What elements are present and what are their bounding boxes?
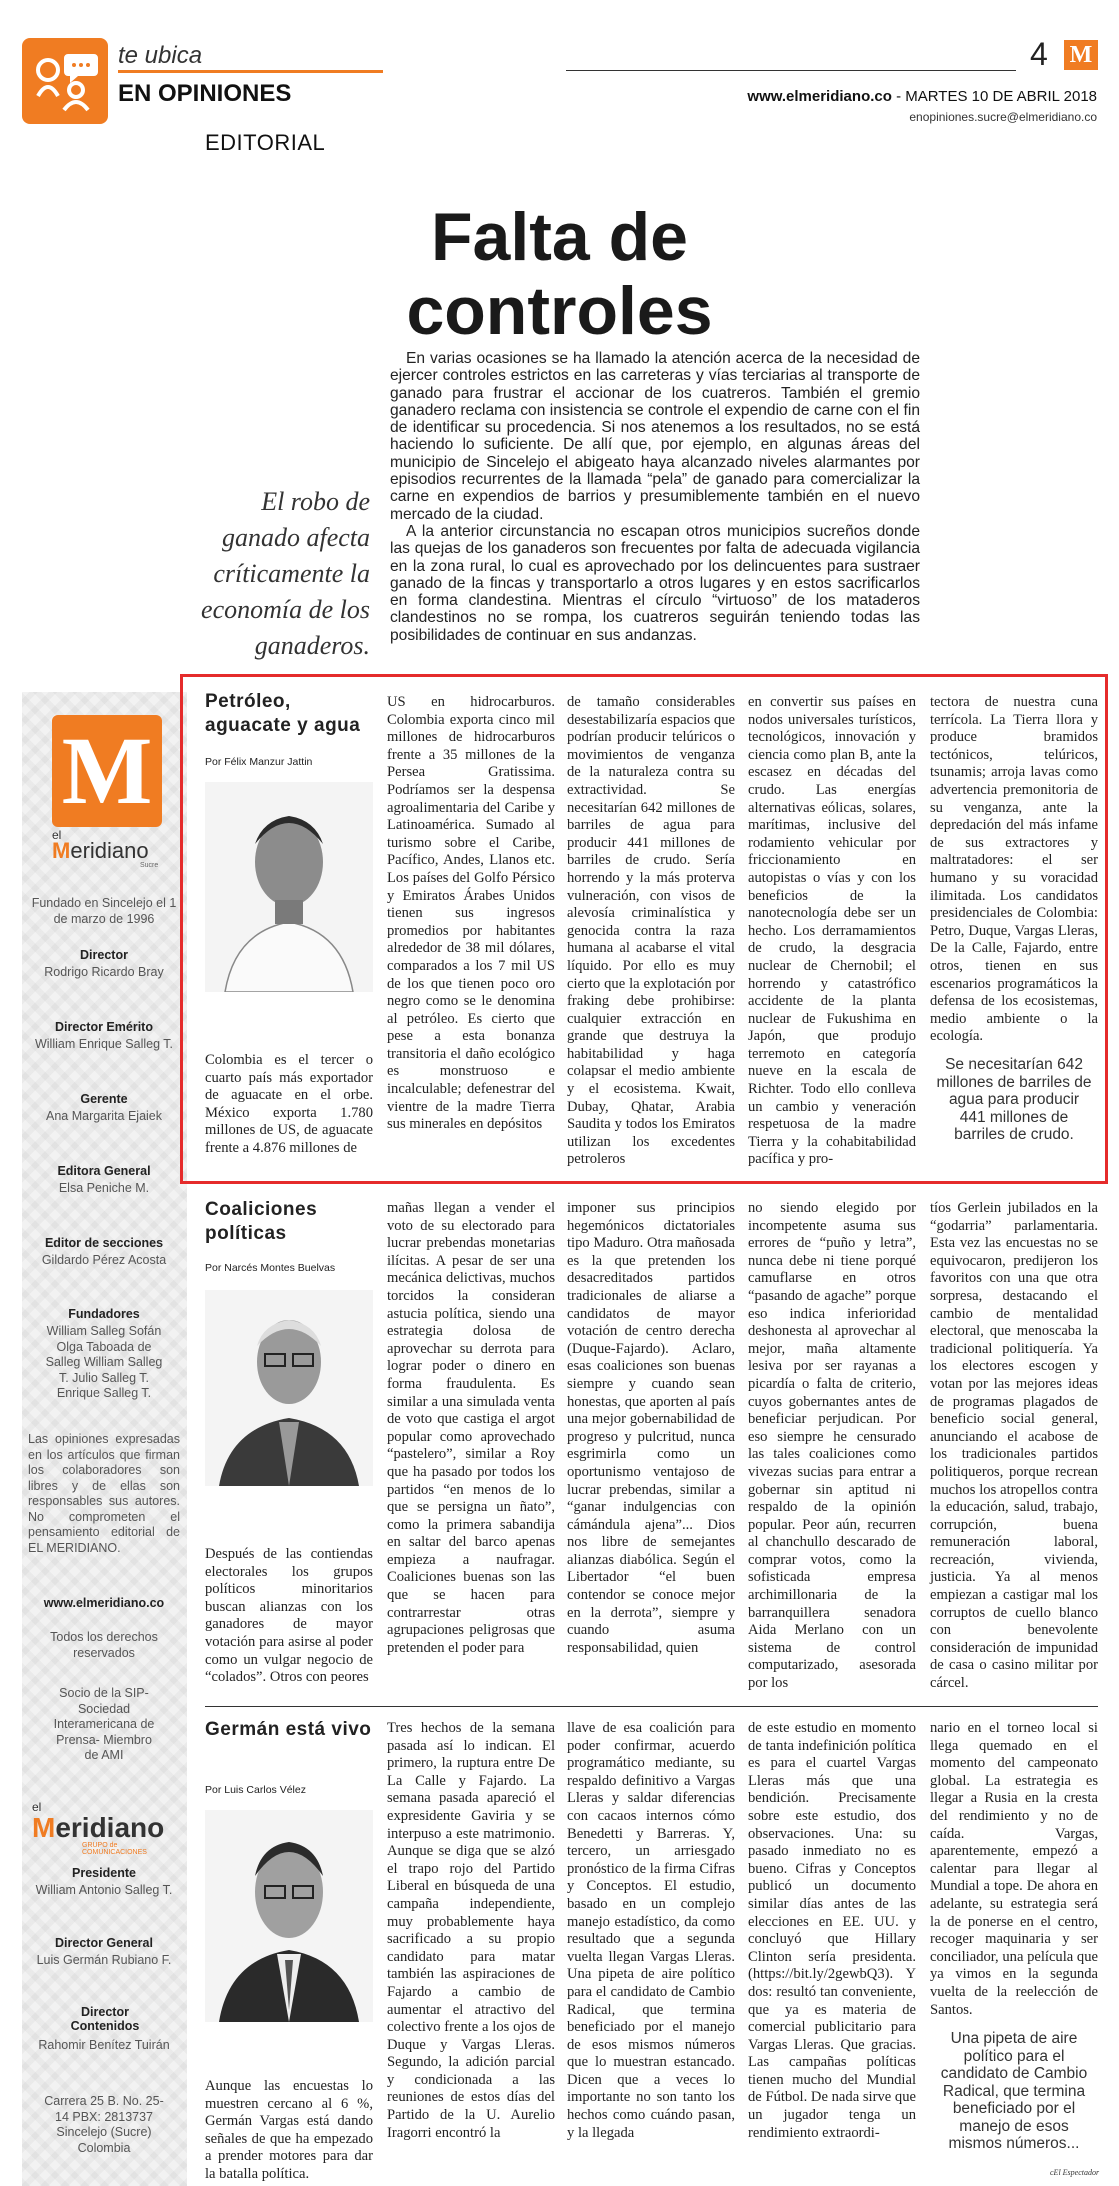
chat-people-icon: [30, 48, 102, 114]
editorial-body: [390, 350, 920, 644]
opinion-logo: [22, 38, 108, 124]
staff-title: Editora General: [57, 1164, 151, 1178]
staff-title: Director: [80, 948, 128, 962]
page-logo: M: [1064, 40, 1098, 70]
group-logo-el: el: [32, 1800, 42, 1814]
group-logo-m: M: [32, 1812, 56, 1843]
membership-text: Socio de la SIP- Sociedad Interamericana de Prensa- Miembro de AMI: [53, 1686, 155, 1762]
article-column: [205, 1546, 373, 1687]
article-pull-quote: Una pipeta de aire político para el candidato de Cambio Radical, que termina beneficiado por el manejo de esos mismos números...: [940, 2030, 1088, 2152]
staff-name: Luis Germán Rubiano F.: [36, 1953, 172, 1967]
founded-text: Fundado en Sincelejo el 1 de marzo de 1996: [31, 896, 177, 926]
article-title: Germán está vivo: [205, 1719, 372, 1740]
issue-date: - MARTES 10 DE ABRIL 2018: [891, 88, 1097, 105]
staff-title: Gerente: [80, 1092, 128, 1106]
logo-brand-rest: eridiano: [70, 838, 149, 863]
address-text: Carrera 25 B. No. 25-14 PBX: 2813737 Sincelejo (Sucre) Colombia: [44, 2094, 164, 2155]
group-logo: [32, 1800, 182, 1856]
headline-line-2: controles: [406, 273, 713, 349]
staff-name: William Enrique Salleg T.: [34, 1037, 174, 1051]
logo-brand: [52, 838, 149, 864]
editorial-pull-quote: El robo de ganado afecta críticamente la economía de los ganaderos.: [201, 487, 370, 660]
group-logo-subtitle: GRUPO de COMUNICACIONES: [82, 1842, 147, 1856]
page-number: 4: [1030, 36, 1048, 72]
article-column: [748, 694, 916, 1169]
article-title: Coaliciones políticas: [205, 1199, 318, 1244]
column-text: mañas llegan a vender el voto de su electorado para lucrar prebendas monetarias ilícitas. A pesar de ser una mecánica delictivas, muchos torcidos la consideran astucia política, siendo una estrategia dolosa de aprovechar su derrota para lograr poder o dinero en forma fraudulenta. Es similar a una simulada venta de voto que castiga el argot popular como aprovechado “pastelero”, similar a Roy que ha pasado por todos los partidos “en menos de lo que se persigna un ñato”, como la primera sabandija en saltar del barco apenas empieza a naufragar. Coaliciones buenas son las que se hacen para contrarrestar otras agrupaciones peligrosas que pretenden el poder para: [387, 1200, 555, 1656]
group-logo-brand: [32, 1814, 182, 1842]
staff-name: Gildardo Pérez Acosta: [41, 1253, 167, 1267]
rights-text: Todos los derechos reservados: [50, 1630, 158, 1660]
logo-sucre: Sucre: [140, 862, 159, 869]
article-column: [205, 1052, 373, 1158]
article-column: [748, 1720, 916, 2142]
article-column: [748, 1200, 916, 1693]
tagline-rule: [118, 70, 383, 73]
article-column: [387, 1720, 555, 2142]
staff-title: Editor de secciones: [44, 1236, 164, 1250]
article-column: [205, 2078, 373, 2184]
staff-name: Rahomir Benítez Tuirán: [38, 2038, 170, 2052]
section-label: EDITORIAL: [205, 130, 326, 155]
staff-name: Rodrigo Ricardo Bray: [44, 965, 164, 979]
column-text: Aunque las encuestas lo muestren cercano al 6 %, Germán Vargas está dando señales de que ha empezado a prender motores para dar la batalla política.: [205, 2078, 373, 2182]
sidebar-website[interactable]: www.elmeridiano.co: [43, 1596, 165, 1610]
article-byline: Por Narcés Montes Buelvas: [205, 1262, 336, 1274]
article-column: [930, 1200, 1098, 1693]
portrait-image: [205, 782, 373, 992]
founders-list: William Salleg Sofán Olga Taboada de Salleg William Salleg T. Julio Salleg T. Enrique Salleg T.: [45, 1324, 163, 1400]
disclaimer-text: Las opiniones expresadas en los artículos que firman los colaboradores son libres y de ellas son responsables sus autores. No comprometen el pensamiento editorial de EL MERIDIANO.: [28, 1432, 180, 1555]
editorial-paragraph: En varias ocasiones se ha llamado la atención acerca de la necesidad de ejercer controles estrictos en las carreteras y vías terciarias al transporte de ganado para frustrar el accionar de los cuatreros. También el gremio ganadero reclama con insistencia se controle el expendio de carne con el fin de identificar su procedencia. Si nos atenemos a los resultados, no se está haciendo lo suficiente. De allí que, por ejemplo, en algunas áreas del municipio de Sincelejo el abigeato haya alcanzado niveles alarmantes por episodios recurrentes de la llamada “pela” de ganado para comercializar la carne en expendios de barrios y presumiblemente también en el nuevo mercado de la ciudad.: [390, 350, 920, 523]
author-photo: [205, 782, 373, 992]
column-text: tíos Gerlein jubilados en la “godarria” parlamentaria. Esta vez las encuestas no se equivocaron, predijeron los favoritos con una que otra sorpresa, destacando el cambio de mentalidad electoral, que menoscaba la tradicional politiquería. Ya los electores escogen y votan por las mejores ideas de programas plagados de beneficio social general, anunciando el acabose de los tradicionales partidos politiqueros, porque recrean muchos los atropellos contra la educación, salud, trabajo, corrupción, buena remuneración laboral, recreación, vivienda, justicia. Ya al menos empiezan a castigar mal los corruptos de cuello blanco con benevolente consideración de impunidad de casa o casino militar por cárcel.: [930, 1200, 1098, 1692]
column-text: nario en el torneo local si llega quemado en el momento del campeonato global. La estrategia es llegar a Rusia en la cresta del rendimiento y no de caída. Vargas, aparentemente, empezó a calentar para llegar al Mundial a tope. De ahora en adelante, su estrategia será la de ponerse en el centro, recoger maquinaria y ser conciliador, una película que ya vimos en la segunda vuelta de la reelección de Santos.: [930, 1720, 1098, 2018]
author-photo: [205, 1810, 373, 2022]
logo-brand-m: M: [52, 838, 71, 863]
column-text: de este estudio en momento de tanta indefinición política es para el cuartel Vargas Lleras más que una bendición. Precisamente sobre este estudio, dos observaciones. Una: su pasado inmediato no es bueno. Cifras y Conceptos publicó un documento similar días antes de las elecciones en EE. UU. y concluyó que Hillary Clinton sería presidenta. (https://bit.ly/2gewbQ3). Y dos: resultó tan conveniente, que ya es materia de comercial publicitario para Vargas Lleras. Que gracias. Las campañas políticas tienen mucho del Mundial de Fútbol. De nada sirve que un jugador tenga un rendimiento extraordi-: [748, 1720, 916, 2141]
editorial-paragraph: A la anterior circunstancia no escapan otros municipios sucreños donde las quejas de los ganaderos son frecuentes por falta de adecuada vigilancia en la zona rural, lo cual es aprovechado por los delincuentes para sustraer ganado de la fincas y transportarlo a otros lugares y en estos sacrificarlos en forma clandestina. Mientras el círculo “virtuoso” de los mataderos clandestinos no se rompa, los cuatreros seguirán teniendo todas las posibilidades de continuar en sus andanzas.: [390, 522, 920, 644]
column-text: en convertir sus países en nodos universales turísticos, tecnológicos, innovación y ciencia como plan B, ante la escasez en décadas del crudo. Las energías alternativas eólicas, solares, marítimas, inclusive del rodamiento vehicular por friccionamiento en autopistas o vías y con los beneficios de la nanotecnología debe ser un hecho. Los derramamientos de crudo, la desgracia nuclear de Chernobil; el horrendo y catastrófico accidente de la planta nuclear de Fukushima en Japón, que produjo terremoto en categoría nueve en la escala de Richter. Todo ello conlleva un cambio y veneración respetuosa de la madre Tierra y la cohabitabilidad pacífica y pro-: [748, 694, 916, 1168]
site-url[interactable]: www.elmeridiano.co: [747, 88, 892, 105]
column-text: no siendo elegido por incompetente asuma sus errores de “puño y letra”, nunca debe ni tiene porqué camuflarse en otros “pasando de agache” porque eso indica inferioridad deshonesta al aprovechar al mejor, maña altamente lesiva por ser rayanas a picardía o falta de criterio, cuyos gobernantes antes de beneficiar perjudican. Por eso siempre he censurado las tales coaliciones como vivezas sucias para entrar a gobernar sin aptitud ni respaldo de la opinión popular. Peor aún, recurren al chanchullo descarado de comprar votos, como la sofisticada empresa archimillonaria de la barranquillera senadora Aida Merlano con un sistema de control computarizado, asesorada por los: [748, 1200, 916, 1692]
article-title: Petróleo, aguacate y agua: [205, 691, 361, 736]
staff-name: Elsa Peniche M.: [58, 1181, 150, 1195]
contact-email[interactable]: enopiniones.sucre@elmeridiano.co: [909, 110, 1097, 124]
article-column: [567, 1720, 735, 2142]
header-rule: [566, 70, 1016, 71]
article-byline: Por Félix Manzur Jattin: [205, 756, 313, 768]
article-divider: [205, 1706, 1098, 1707]
logo-el-text: el: [52, 828, 62, 842]
article-column: [930, 694, 1098, 1046]
article-column: [930, 1720, 1098, 2019]
column-text: Colombia es el tercer o cuarto país más exportador de aguacate en el orbe. México exporta 1.780 millones de US, de aguacate frente a 4.876 millones de: [205, 1052, 373, 1156]
tagline-top: te ubica: [118, 42, 203, 69]
column-text: de tamaño considerables desestabilizaría espacios que podrían producir telúricos o movimientos de venganza de la naturaleza contra su extractividad. Se necesitarían 642 millones de barriles de agua para producir 441 millones de barriles de crudo. Sería horrendo y la más proterva vulneración, con visos de alevosía criminalística y genocida contra la raza humana al acabarse el vital líquido. Por ello es muy cierto que la explotación por fraking debe prohibirse: cualquier extracción en grande que destruya la habitabilidad y haga colapsar el medio ambiente y el ecosistema. Kwait, Dubay, Qhatar, Arabia Saudita y todos los Emiratos utilizan los excedentes petroleros: [567, 694, 735, 1168]
staff-title: Director Contenidos: [70, 2005, 140, 2033]
tagline-bottom: EN OPINIONES: [118, 80, 292, 107]
headline-line-1: Falta de: [431, 199, 688, 275]
column-text: Tres hechos de la semana pasada así lo indican. El primero, la ruptura entre De La Calle y Fajardo. La semana pasada apareció el expresidente Gaviria y se interpuso a este matrimonio. Aunque se diga que se alzó el trapo rojo del Partido Liberal en búsqueda de una campaña independiente, muy probablemente haya sacrificado a su propio candidato para matar también las aspiraciones de Fajardo a cambio de aumentar el atractivo del colectivo frente a los ojos de Duque y Vargas Lleras. Segundo, la adición parcial y condicionada a las reuniones de estos días del Partido de la U. Aurelio Iragorri encontró la: [387, 1720, 555, 2141]
portrait-image: [205, 1290, 373, 1486]
column-text: imponer sus principios hegemónicos dictatoriales tipo Maduro. Otra mañosada es la que pretenden los desacreditados partidos tradicionales de aliarse a candidatos de mayor votación de centro derecha (Duque-Fajardo). Aclaro, esas coaliciones son buenas siempre y cuando sean honestas, que aporten al país una mejor gobernabilidad de progreso y pulcritud, nunca esgrimirla como un oportunismo ventajoso de lucrar prebendas, similar a “ganar indulgencias con cámándula ajena”... Dios nos libre de semejantes alianzas diabólica. Según el Libertador “el buen contendor se conoce mejor en la derrota”, siempre y cuando asuma responsabilidad, quien: [567, 1200, 735, 1656]
site-date-line: [747, 88, 1097, 105]
article-pull-quote: Se necesitarían 642 millones de barriles de agua para producir 441 millones de barriles de crudo.: [936, 1056, 1092, 1143]
column-text: llave de esa coalición para poder confirmar, acuerdo programático mediante, su respaldo definitivo a Vargas Lleras y saldar diferencias con cacaos internos cómo Benedetti y Barreras. Y, tercero, un arriesgado pronóstico de la firma Cifras y Conceptos. El estudio, basado en un complejo manejo estadístico, da como resultado que a segunda vuelta llegan Vargas Lleras. Una pipeta de aire político para el candidato de Cambio Radical, que termina beneficiado por el manejo de esos mismos números que lo muestran estancado. Dicen que a veces lo importante no son tanto los hechos como cuándo pasan, y la llegada: [567, 1720, 735, 2141]
founders-title: Fundadores: [68, 1307, 140, 1321]
author-photo: [205, 1290, 373, 1486]
staff-title: Director Emérito: [55, 1020, 153, 1034]
column-text: tectora de nuestra cuna terrícola. La Tierra llora y produce bramidos tectónicos, telúricos, tsunamis; arroja lavas como advertencia premonitoria de su venganza, ante la depredación del más infame de sus extractores y maltratadores: el ser humano y su voracidad ilimitada. Los candidatos presidenciales de Colombia: Petro, Duque, Vargas Lleras, De la Calle, Fajardo, entre otros, tienen en sus escenarios programáticos la defensa de los ecosistemas, medio ambiente o la ecología.: [930, 694, 1098, 1045]
portrait-image: [205, 1810, 373, 2022]
staff-name: William Antonio Salleg T.: [35, 1883, 173, 1897]
article-byline: Por Luis Carlos Vélez: [205, 1784, 306, 1796]
article-column: [567, 1200, 735, 1657]
staff-name: Ana Margarita Ejaiek: [45, 1109, 163, 1123]
group-logo-rest: eridiano: [55, 1812, 165, 1843]
editorial-headline: [0, 200, 1119, 348]
meridiano-logo: M: [52, 715, 162, 827]
article-column: [387, 694, 555, 1134]
column-text: Después de las contiendas electorales los grupos políticos minoritarios buscan alianzas con los ganadores de mayor votación para asirse al poder como un vulgar negocio de “colados”. Otros con peores: [205, 1546, 373, 1686]
source-credit: cEl Espectador: [1050, 2168, 1100, 2177]
staff-title: Director General: [55, 1936, 153, 1950]
staff-title: Presidente: [72, 1866, 136, 1880]
column-text: US en hidrocarburos. Colombia exporta cinco mil millones de hidrocarburos frente a 35 millones de la Persea Gratissima. Podríamos ser la despensa agroalimentaria del Caribe y Latinoamérica. Sumado al turismo sobre el Caribe, Pacífico, Andes, Llanos etc. Los países del Golfo Pérsico y Emiratos Árabes Unidos tienen sus ingresos promedios por habitantes alrededor de 38 mil dólares, comparados a los 7 mil US de los que tienen poco oro negro como se le denomina al petróleo. Es cierto que pese a esta bonanza transitoria el daño ecológico es monstruoso e incalculable; defenestrar del vientre de la madre Tierra sus minerales en depósitos: [387, 694, 555, 1133]
article-column: [387, 1200, 555, 1657]
article-column: [567, 694, 735, 1169]
